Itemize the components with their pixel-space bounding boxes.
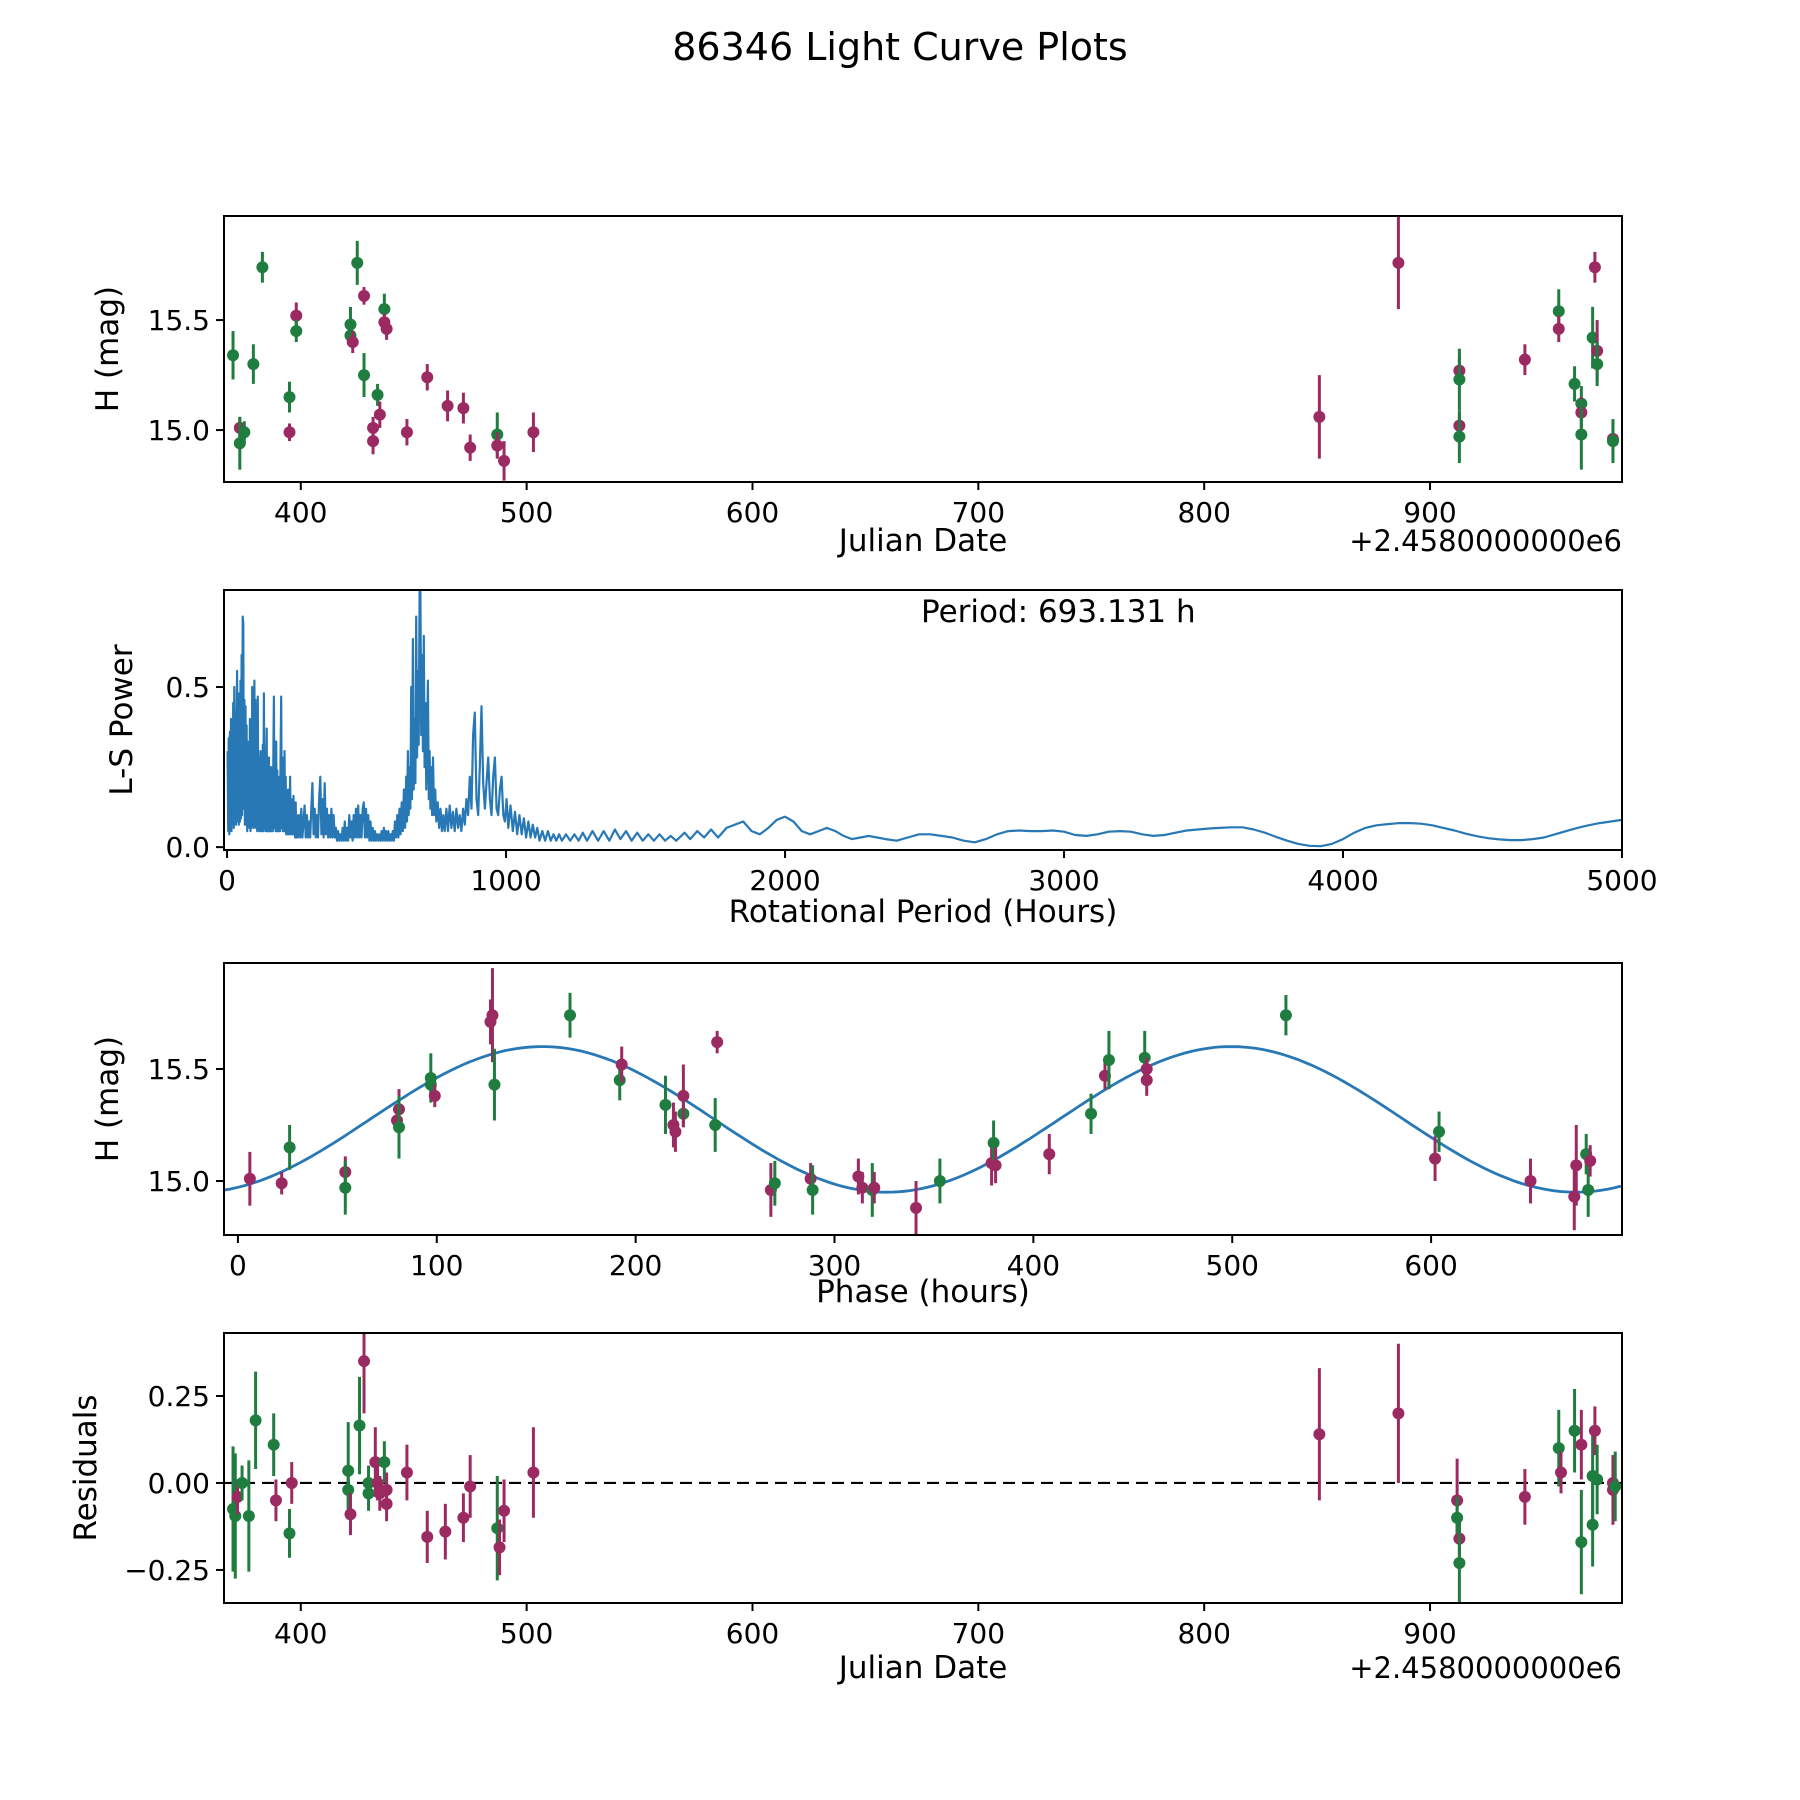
data-point [378,303,390,315]
data-point [1453,1557,1465,1569]
period-annotation: Period: 693.131 h [921,594,1196,630]
data-point [1313,411,1325,423]
data-point [457,1512,469,1524]
data-point [527,1467,539,1479]
data-point [1591,1473,1603,1485]
figure-title: 86346 Light Curve Plots [672,25,1128,69]
x-tick-label: 200 [608,1249,663,1282]
data-point [614,1074,626,1086]
x-tick-label: 600 [725,1617,780,1650]
data-point [1569,1425,1581,1437]
data-point [354,1420,366,1432]
y-tick-label: 0.00 [147,1466,210,1500]
data-point [464,442,476,454]
data-point [250,1414,262,1426]
data-point [381,323,393,335]
phase-plot [90,963,1622,1310]
data-point [1553,1442,1565,1454]
data-point [374,409,386,421]
x-tick-label: 500 [1205,1249,1259,1282]
periodogram-ylabel: L-S Power [104,644,140,796]
data-point [1609,1480,1621,1492]
sine-fit-curve [224,1047,1620,1193]
data-point [421,1531,433,1543]
data-point [457,402,469,414]
data-point [283,1527,295,1539]
data-point [1313,1428,1325,1440]
data-point [934,1175,946,1187]
x-tick-label: 400 [274,1617,328,1650]
y-tick-label: 15.5 [147,1052,210,1086]
data-point [491,1522,503,1534]
data-point [1280,1009,1292,1021]
x-tick-label: 100 [410,1249,464,1282]
data-point [1607,435,1619,447]
data-point [527,426,539,438]
y-tick-label: 15.0 [147,414,210,448]
residuals-content [224,1309,1622,1605]
data-point [339,1182,351,1194]
x-tick-label: 400 [274,496,328,529]
y-tick-label: 15.0 [147,1165,210,1199]
x-tick-label: 700 [951,496,1006,529]
x-tick-label: 900 [1403,496,1457,529]
data-point [1582,1184,1594,1196]
y-tick-label: 0.25 [147,1379,210,1413]
x-tick-label: 600 [1404,1249,1458,1282]
y-tick-label: 0.0 [165,831,210,865]
data-point [1575,1439,1587,1451]
residuals-plot [68,1309,1622,1686]
data-point [807,1184,819,1196]
data-point [372,389,384,401]
data-point [1555,1467,1567,1479]
data-point [367,435,379,447]
x-tick-label: 400 [1006,1249,1061,1282]
data-point [659,1099,671,1111]
data-point [805,1173,817,1185]
x-tick-label: 4000 [1307,864,1379,897]
lightcurve-content [227,217,1619,481]
x-tick-label: 500 [499,496,554,529]
residuals-xlabel: Julian Date [838,1650,1008,1686]
data-point [286,1477,298,1489]
data-point [1584,1155,1596,1167]
phase-axes [148,963,1622,1282]
data-point [283,426,295,438]
x-tick-label: 500 [499,1617,554,1650]
data-point [868,1182,880,1194]
data-point [244,1173,256,1185]
axes-frame [224,1333,1622,1603]
data-point [1519,354,1531,366]
x-tick-label: 600 [725,496,780,529]
x-tick-label: 2000 [749,864,821,897]
data-point [1043,1148,1055,1160]
residuals-ylabel: Residuals [68,1394,104,1542]
data-point [243,1510,255,1522]
x-tick-label: 300 [807,1249,862,1282]
data-point [498,455,510,467]
data-point [290,310,302,322]
axes-frame [224,216,1622,482]
data-point [378,1456,390,1468]
data-point [276,1177,288,1189]
data-point [238,426,250,438]
data-point [1569,378,1581,390]
data-point [344,1508,356,1520]
data-point [990,1159,1002,1171]
data-point [1568,1191,1580,1203]
data-point [1519,1491,1531,1503]
lightcurve-ylabel: H (mag) [90,285,126,413]
data-point [1433,1126,1445,1138]
data-point [351,257,363,269]
data-point [1139,1052,1151,1064]
data-point [342,1484,354,1496]
data-point [439,1526,451,1538]
data-point [268,1439,280,1451]
data-point [1589,261,1601,273]
lightcurve-x-offset-label: +2.4580000000e6 [1349,524,1622,558]
data-point [1392,257,1404,269]
data-point [498,1505,510,1517]
data-point [347,336,359,348]
data-point [1553,323,1565,335]
data-point [363,1487,375,1499]
phased-lightcurve-content [224,968,1620,1235]
x-tick-label: 800 [1177,496,1231,529]
residuals-x-offset-label: +2.4580000000e6 [1349,1651,1622,1685]
y-tick-label: 15.5 [147,304,210,338]
data-point [1591,358,1603,370]
data-point [401,426,413,438]
data-point [229,1510,241,1522]
y-tick-label: −0.25 [124,1553,210,1587]
data-point [236,1477,248,1489]
x-tick-label: 0 [218,864,236,897]
data-point [494,1541,506,1553]
residuals-axes [124,1309,1622,1650]
x-tick-label: 5000 [1586,864,1658,897]
data-point [988,1137,1000,1149]
periodogram-plot [104,590,1658,930]
data-point [227,349,239,361]
periodogram-xlabel: Rotational Period (Hours) [728,894,1118,930]
data-point [401,1467,413,1479]
data-point [1525,1175,1537,1187]
data-point [290,325,302,337]
data-point [1453,373,1465,385]
lightcurve-axes [148,216,1622,529]
data-point [1429,1153,1441,1165]
data-point [669,1126,681,1138]
data-point [358,290,370,302]
data-point [564,1009,576,1021]
data-point [491,439,503,451]
data-point [856,1182,868,1194]
x-tick-label: 700 [951,1617,1006,1650]
data-point [488,1079,500,1091]
data-point [1589,1425,1601,1437]
data-point [284,1141,296,1153]
phase-xlabel: Phase (hours) [816,1274,1030,1310]
y-tick-label: 0.5 [165,671,210,705]
data-point [677,1090,689,1102]
lightcurve-plot [90,216,1622,559]
data-point [429,1090,441,1102]
x-tick-label: 800 [1177,1617,1231,1650]
data-point [381,1498,393,1510]
data-point [711,1036,723,1048]
data-point [270,1494,282,1506]
data-point [1553,305,1565,317]
phase-ylabel: H (mag) [90,1035,126,1163]
data-point [283,391,295,403]
data-point [358,369,370,381]
data-point [1575,1536,1587,1548]
data-point [616,1058,628,1070]
data-point [1587,1519,1599,1531]
x-tick-label: 0 [229,1249,247,1282]
data-point [1141,1074,1153,1086]
x-tick-label: 1000 [470,864,542,897]
data-point [1453,431,1465,443]
data-point [1085,1108,1097,1120]
lightcurve-xlabel: Julian Date [838,523,1008,559]
data-point [464,1480,476,1492]
data-point [442,400,454,412]
x-tick-label: 900 [1403,1617,1457,1650]
data-point [910,1202,922,1214]
data-point [256,261,268,273]
data-point [486,1009,498,1021]
data-point [247,358,259,370]
periodogram-axes [165,590,1657,897]
data-point [1392,1407,1404,1419]
data-point [421,371,433,383]
data-point [1570,1159,1582,1171]
data-point [1451,1512,1463,1524]
data-point [1103,1054,1115,1066]
data-point [769,1177,781,1189]
data-point [358,1355,370,1367]
data-point [1575,428,1587,440]
data-point [393,1121,405,1133]
x-tick-label: 3000 [1028,864,1100,897]
data-point [709,1119,721,1131]
